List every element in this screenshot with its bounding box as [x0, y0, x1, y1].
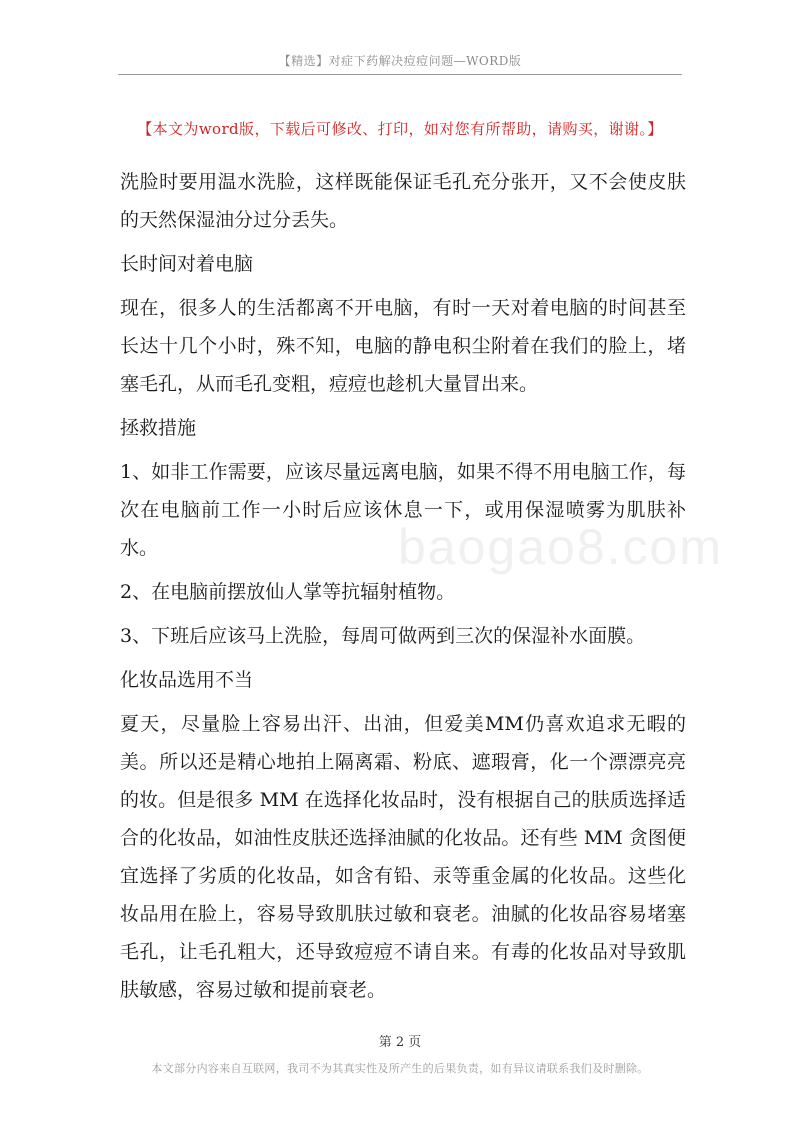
page-footer: 本文部分内容来自互联网，我司不为其真实性及所产生的后果负责，如有异议请联系我们及时删除。	[151, 1062, 649, 1075]
heading-cosmetics: 化妆品选用不当	[120, 669, 254, 691]
heading-computer: 长时间对着电脑	[120, 253, 254, 275]
document-body	[120, 163, 686, 1015]
watermark: baogao8.com	[398, 519, 724, 575]
heading-remedies: 拯救措施	[120, 417, 197, 439]
paragraph-cosmetics: 夏天，尽量脸上容易出汗、出油，但爱美MM仍喜欢追求无暇的美。所以还是精心地拍上隔离霜、粉底、遮瑕膏，化一个漂漂亮亮的妆。但是很多 MM 在选择化妆品时，没有根据自己的肤质选择适合的化妆品，如油性皮肤还选择油腻的化妆品。还有些 MM 贪图便宜选择了劣质的化妆品，如含有铅、汞等重金属的化妆品。这些化妆品用在脸上，容易导致肌肤过敏和衰老。油腻的化妆品容易堵塞毛孔，让毛孔粗大，还导致痘痘不请自来。有毒的化妆品对导致肌肤敏感，容易过敏和提前衰老。	[120, 713, 686, 1001]
page-header: 【精选】对症下药解决痘痘问题—WORD版	[278, 54, 522, 68]
list-item-3: 3、下班后应该马上洗脸，每周可做两到三次的保湿补水面膜。	[120, 625, 646, 647]
purchase-notice: 【本文为word版，下载后可修改、打印，如对您有所帮助，请购买，谢谢。】	[137, 120, 663, 138]
list-item-1: 1、如非工作需要，应该尽量远离电脑，如果不得不用电脑工作，每次在电脑前工作一小时后应该休息一下，或用保湿喷雾为肌肤补水。	[120, 461, 686, 559]
header-divider	[118, 74, 682, 75]
paragraph-computer: 现在，很多人的生活都离不开电脑，有时一天对着电脑的时间甚至长达十几个小时，殊不知，电脑的静电积尘附着在我们的脸上，堵塞毛孔，从而毛孔变粗，痘痘也趁机大量冒出来。	[120, 297, 686, 395]
paragraph-wash-face: 洗脸时要用温水洗脸，这样既能保证毛孔充分张开，又不会使皮肤的天然保湿油分过分丢失。	[120, 171, 686, 231]
list-item-2: 2、在电脑前摆放仙人掌等抗辐射植物。	[120, 581, 456, 603]
page-number: 第 2 页	[378, 1035, 422, 1050]
